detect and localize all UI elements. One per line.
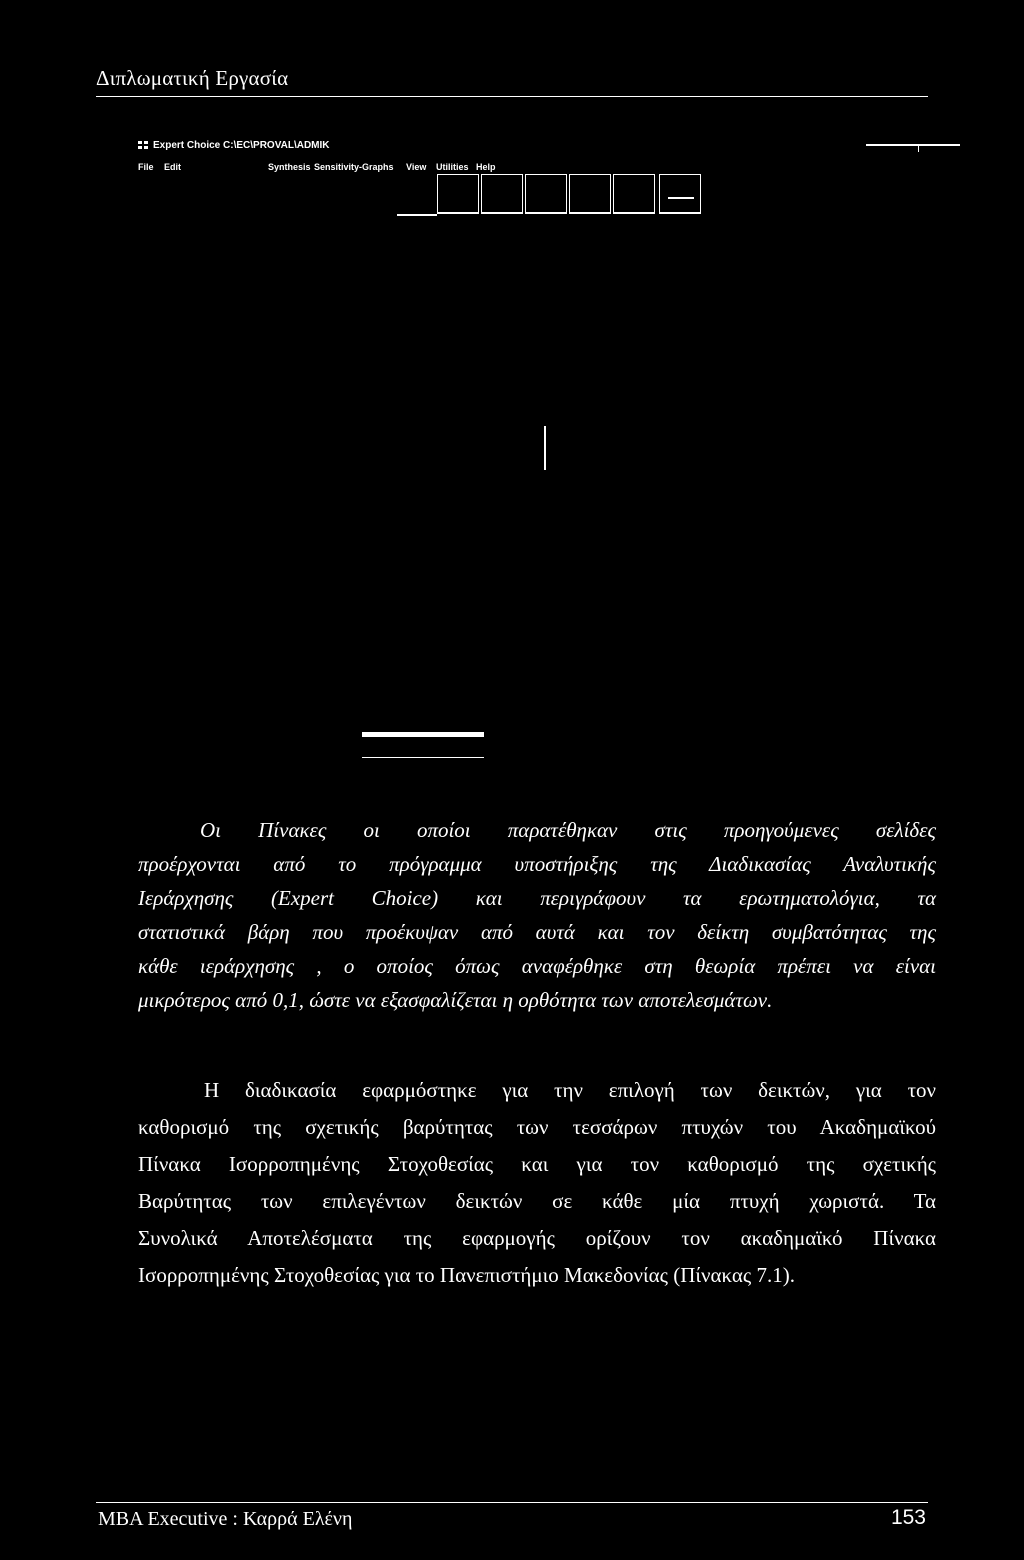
embedded-cursor-line <box>544 426 546 470</box>
minus-icon <box>668 197 694 199</box>
embedded-app-title: Expert Choice C:\EC\PROVAL\ADMIK <box>153 140 330 151</box>
menu-item-sensitivity-graphs: Sensitivity-Graphs <box>314 162 394 172</box>
footer-author: MBA Executive : Καρρά Ελένη <box>98 1508 353 1530</box>
toolbar-button-3 <box>525 174 567 214</box>
paragraph-2 <box>138 1072 936 1294</box>
paragraph-1-line: στατιστικά βάρη που προέκυψαν από αυτά και τον δείκτη συμβατότητας της <box>138 920 936 944</box>
page-number: 153 <box>890 1506 926 1529</box>
paragraph-2-line: Συνολικά Αποτελέσματα της εφαρμογής ορίζουν τον ακαδημαϊκό Πίνακα <box>138 1226 936 1250</box>
menu-item-utilities: Utilities <box>436 162 469 172</box>
embedded-toolbar <box>397 174 705 216</box>
toolbar-button-2 <box>481 174 523 214</box>
paragraph-1-line: μικρότερος από 0,1, ώστε να εξασφαλίζεται η ορθότητα των αποτελεσμάτων. <box>138 988 773 1012</box>
paragraph-2-line: Ισορροπημένης Στοχοθεσίας για το Πανεπιστήμιο Μακεδονίας (Πίνακας 7.1). <box>138 1263 795 1287</box>
menu-item-synthesis: Synthesis <box>268 162 311 172</box>
paragraph-2-line: Η διαδικασία εφαρμόστηκε για την επιλογή των δεικτών, για τον <box>204 1078 936 1102</box>
paragraph-1-line: κάθε ιεράρχησης , ο οποίος όπως αναφέρθηκε στη θεωρία πρέπει να είναι <box>138 954 936 978</box>
menu-item-view: View <box>406 162 427 172</box>
paragraph-2-line: Βαρύτητας των επιλεγέντων δεικτών σε κάθε μία πτυχή χωριστά. Τα <box>138 1189 936 1213</box>
paragraph-1-line: Οι Πίνακες οι οποίοι παρατέθηκαν στις προηγούμενες σελίδες <box>200 818 936 842</box>
paragraph-2-line: Πίνακα Ισορροπημένης Στοχοθεσίας και για τον καθορισμό της σχετικής <box>138 1152 936 1176</box>
window-edge-line <box>866 144 960 146</box>
toolbar-minus-button <box>659 174 701 214</box>
header-divider <box>96 96 928 97</box>
paragraph-2-line: καθορισμό της σχετικής βαρύτητας των τεσσάρων πτυχών του Ακαδημαϊκού <box>138 1115 936 1139</box>
toolbar-button-4 <box>569 174 611 214</box>
menu-item-file: File <box>138 162 154 172</box>
embedded-app-titlebar <box>138 140 330 151</box>
embedded-thin-bar <box>362 757 484 758</box>
toolbar-button-5 <box>613 174 655 214</box>
page-header-title: Διπλωματική Εργασία <box>96 66 289 90</box>
menu-item-edit: Edit <box>164 162 181 172</box>
footer-divider <box>96 1502 928 1503</box>
embedded-thick-bar <box>362 732 484 737</box>
app-logo-icon <box>138 141 149 150</box>
toolbar-baseline <box>397 214 437 216</box>
paragraph-1 <box>138 813 936 1017</box>
paragraph-1-line: Ιεράρχησης (Expert Choice) και περιγράφουν τα ερωτηματολόγια, τα <box>138 886 936 910</box>
paragraph-1-line: προέρχονται από το πρόγραμμα υποστήριξης της Διαδικασίας Αναλυτικής <box>138 852 936 876</box>
menu-item-help: Help <box>476 162 496 172</box>
toolbar-button-1 <box>437 174 479 214</box>
window-edge-tick <box>918 144 919 152</box>
